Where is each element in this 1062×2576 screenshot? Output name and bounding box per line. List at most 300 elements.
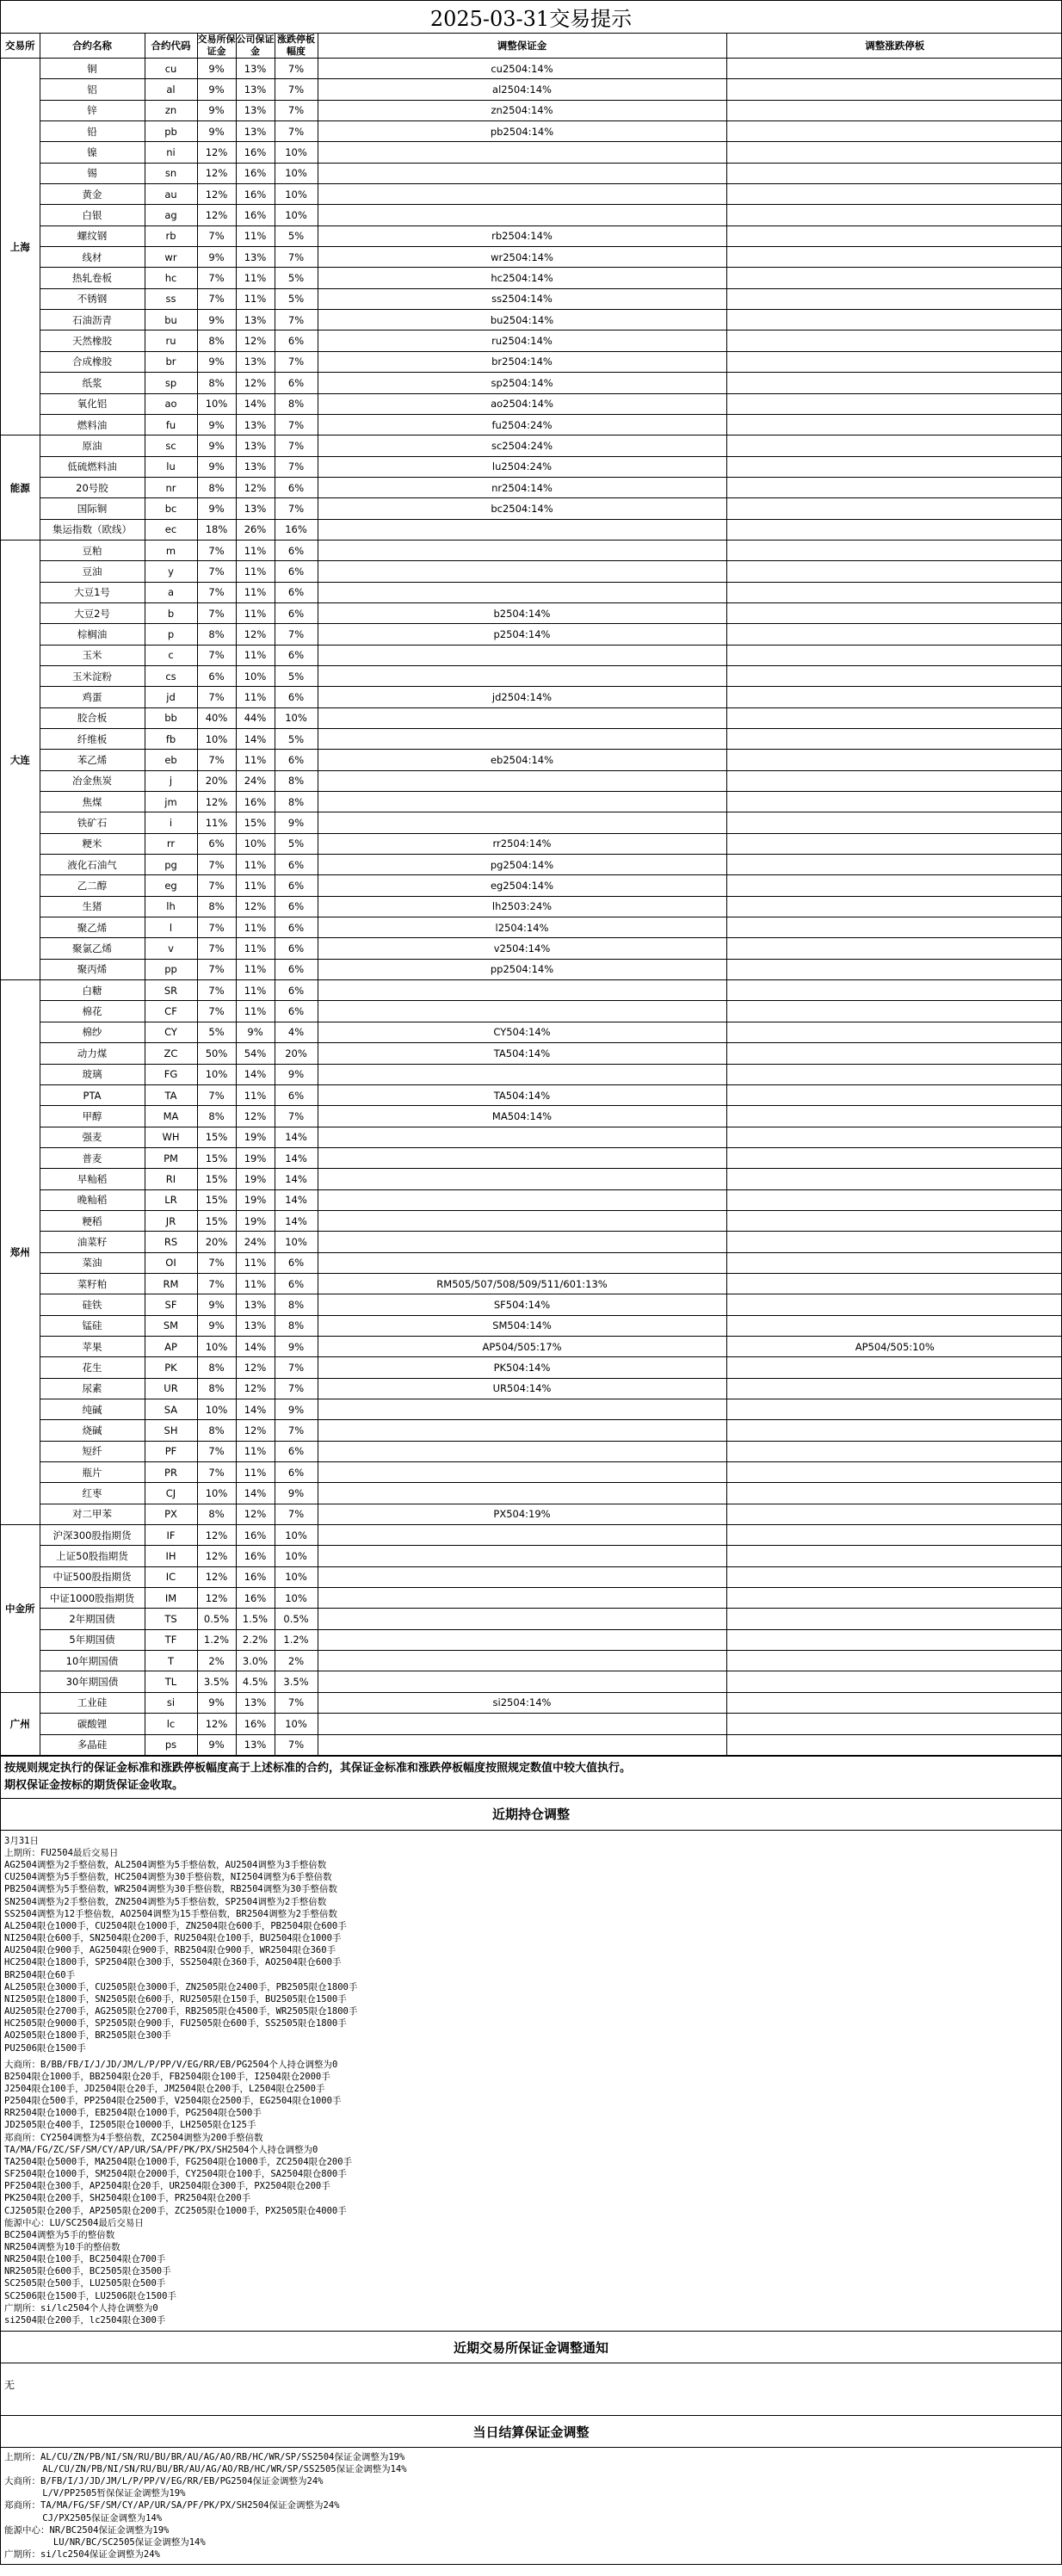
contract-name-cell: 短纤 xyxy=(40,1441,145,1461)
exchange-margin-cell: 12% xyxy=(197,1566,236,1587)
adjust-limit-cell xyxy=(726,1734,1062,1755)
table-row xyxy=(1,1609,1062,1629)
exchange-margin-cell: 2% xyxy=(197,1651,236,1671)
table-row xyxy=(1,959,1062,979)
table-header-row xyxy=(1,34,1062,59)
contract-code-cell: PK xyxy=(145,1357,197,1378)
limit-cell: 7% xyxy=(275,1357,318,1378)
contract-name-cell: 不锈钢 xyxy=(40,288,145,309)
limit-cell: 1.2% xyxy=(275,1629,318,1650)
contract-name-cell: 锡 xyxy=(40,163,145,183)
table-row xyxy=(1,833,1062,854)
company-margin-cell: 11% xyxy=(236,959,275,979)
company-margin-cell: 14% xyxy=(236,1483,275,1504)
table-row xyxy=(1,687,1062,707)
table-row xyxy=(1,1546,1062,1566)
adjust-limit-cell xyxy=(726,1651,1062,1671)
company-margin-cell: 54% xyxy=(236,1043,275,1064)
company-margin-cell: 14% xyxy=(236,393,275,414)
table-row xyxy=(1,582,1062,602)
contract-name-cell: 冶金焦炭 xyxy=(40,770,145,791)
adjust-limit-cell xyxy=(726,1315,1062,1336)
table-row xyxy=(1,330,1062,351)
contract-name-cell: 早籼稻 xyxy=(40,1169,145,1189)
adjust-margin-cell xyxy=(318,792,726,812)
limit-cell: 5% xyxy=(275,268,318,288)
contract-name-cell: 大豆2号 xyxy=(40,602,145,623)
limit-cell: 5% xyxy=(275,665,318,686)
limit-cell: 4% xyxy=(275,1022,318,1042)
adjust-limit-cell xyxy=(726,1525,1062,1546)
limit-cell: 7% xyxy=(275,1504,318,1524)
contract-code-cell: si xyxy=(145,1692,197,1713)
exchange-cell: 中金所 xyxy=(1,1525,40,1693)
table-row xyxy=(1,665,1062,686)
exchange-margin-cell: 7% xyxy=(197,1084,236,1105)
company-margin-cell: 12% xyxy=(236,1504,275,1524)
limit-cell: 6% xyxy=(275,561,318,582)
table-row xyxy=(1,1232,1062,1252)
table-row xyxy=(1,59,1062,79)
exchange-margin-cell: 10% xyxy=(197,393,236,414)
contract-name-cell: 乙二醇 xyxy=(40,875,145,896)
company-margin-cell: 11% xyxy=(236,582,275,602)
header-adjust-margin: 调整保证金 xyxy=(318,34,726,59)
adjust-margin-cell xyxy=(318,163,726,183)
table-row xyxy=(1,729,1062,750)
company-margin-cell: 11% xyxy=(236,1462,275,1483)
adjust-limit-cell xyxy=(726,1588,1062,1609)
exchange-margin-cell: 9% xyxy=(197,59,236,79)
contract-code-cell: IH xyxy=(145,1546,197,1566)
table-row xyxy=(1,1671,1062,1692)
contract-code-cell: TA xyxy=(145,1084,197,1105)
exchange-margin-cell: 8% xyxy=(197,1357,236,1378)
limit-cell: 6% xyxy=(275,330,318,351)
exchange-margin-cell: 12% xyxy=(197,163,236,183)
adjust-margin-cell: CY504:14% xyxy=(318,1022,726,1042)
contract-code-cell: IM xyxy=(145,1588,197,1609)
adjust-margin-cell xyxy=(318,1210,726,1231)
limit-cell: 0.5% xyxy=(275,1609,318,1629)
contract-name-cell: 5年期国债 xyxy=(40,1629,145,1650)
limit-cell: 10% xyxy=(275,184,318,205)
adjust-margin-cell: jd2504:14% xyxy=(318,687,726,707)
adjust-limit-cell xyxy=(726,1294,1062,1315)
adjust-margin-cell: lh2503:24% xyxy=(318,896,726,917)
adjust-limit-cell xyxy=(726,980,1062,1001)
exchange-margin-cell: 8% xyxy=(197,373,236,393)
company-margin-cell: 13% xyxy=(236,79,275,100)
contract-code-cell: al xyxy=(145,79,197,100)
exchange-margin-cell: 7% xyxy=(197,980,236,1001)
exchange-margin-cell: 9% xyxy=(197,351,236,372)
adjust-limit-cell xyxy=(726,142,1062,163)
adjust-margin-cell xyxy=(318,1441,726,1461)
exchange-margin-cell: 8% xyxy=(197,1378,236,1399)
adjust-margin-cell xyxy=(318,519,726,540)
limit-cell: 7% xyxy=(275,1106,318,1127)
exchange-margin-cell: 12% xyxy=(197,1714,236,1734)
contract-name-cell: 焦煤 xyxy=(40,792,145,812)
contract-name-cell: 玻璃 xyxy=(40,1064,145,1084)
contract-name-cell: 10年期国债 xyxy=(40,1651,145,1671)
contract-code-cell: fu xyxy=(145,414,197,435)
table-row xyxy=(1,268,1062,288)
contract-code-cell: CF xyxy=(145,1001,197,1022)
adjust-margin-cell xyxy=(318,707,726,728)
contract-code-cell: pg xyxy=(145,855,197,875)
adjust-limit-cell xyxy=(726,1692,1062,1713)
adjust-margin-cell: ru2504:14% xyxy=(318,330,726,351)
company-margin-cell: 13% xyxy=(236,498,275,519)
exchange-margin-cell: 0.5% xyxy=(197,1609,236,1629)
company-margin-cell: 13% xyxy=(236,59,275,79)
exchange-margin-cell: 5% xyxy=(197,1022,236,1042)
table-body xyxy=(1,59,1062,1756)
settle-adjust-text: 上期所：AL/CU/ZN/PB/NI/SN/RU/BU/BR/AU/AG/AO/RB/HC/WR/SP/SS2504保证金调整为19% AL/CU/ZN/PB/NI/SN/RU/BU/BR/AU/AG/AO/RB/HC/WR/SP/SS2505保证金调整为14% 大商所：B/FB/I/J/JD/JM/L/P/PP/V/EG/RR/EB/PG2504保证金调整为24% L/V/PP2505暂保保证金调整为19% 郑商所：TA/MA/FG/SF/SM/CY/AP/UR/SA/PF/PK/PX/SH2504保证金调整为24% CJ/PX2505保证金调整为14% 能源中心：NR/BC2504保证金调整为19% LU/NR/BC/SC2505保证金调整为14% 广期所：si/lc2504保证金调整为24% xyxy=(4,2452,407,2560)
contract-name-cell: 白糖 xyxy=(40,980,145,1001)
adjust-margin-cell: eg2504:14% xyxy=(318,875,726,896)
limit-cell: 7% xyxy=(275,79,318,100)
limit-cell: 3.5% xyxy=(275,1671,318,1692)
table-row xyxy=(1,79,1062,100)
adjust-margin-cell xyxy=(318,665,726,686)
table-row xyxy=(1,163,1062,183)
adjust-limit-cell xyxy=(726,561,1062,582)
table-row xyxy=(1,1399,1062,1420)
exchange-cell: 能源 xyxy=(1,436,40,541)
adjust-margin-cell xyxy=(318,582,726,602)
table-row xyxy=(1,351,1062,372)
adjust-margin-cell xyxy=(318,205,726,225)
adjust-limit-cell xyxy=(726,1483,1062,1504)
header-name: 合约名称 xyxy=(40,34,145,59)
company-margin-cell: 12% xyxy=(236,1357,275,1378)
company-margin-cell: 13% xyxy=(236,414,275,435)
rule-note-line: 期权保证金按标的期货保证金收取。 xyxy=(4,1778,184,1792)
company-margin-cell: 13% xyxy=(236,100,275,120)
exchange-margin-cell: 9% xyxy=(197,121,236,142)
exchange-margin-cell: 50% xyxy=(197,1043,236,1064)
table-row xyxy=(1,100,1062,120)
exchange-margin-cell: 9% xyxy=(197,456,236,477)
limit-cell: 8% xyxy=(275,393,318,414)
contract-code-cell: RM xyxy=(145,1273,197,1294)
limit-cell: 6% xyxy=(275,687,318,707)
rule-note xyxy=(1,1756,1061,1798)
contract-name-cell: 集运指数（欧线） xyxy=(40,519,145,540)
exchange-margin-cell: 40% xyxy=(197,707,236,728)
table-row xyxy=(1,393,1062,414)
adjust-limit-cell xyxy=(726,1609,1062,1629)
contract-code-cell: nr xyxy=(145,477,197,497)
contract-code-cell: PF xyxy=(145,1441,197,1461)
company-margin-cell: 16% xyxy=(236,1588,275,1609)
contract-name-cell: 豆粕 xyxy=(40,540,145,560)
contract-name-cell: 棉纱 xyxy=(40,1022,145,1042)
limit-cell: 8% xyxy=(275,1315,318,1336)
contract-name-cell: 玉米 xyxy=(40,645,145,665)
table-row xyxy=(1,792,1062,812)
company-margin-cell: 14% xyxy=(236,1336,275,1356)
contract-code-cell: cu xyxy=(145,59,197,79)
header-company-margin: 公司保证金 xyxy=(236,34,275,57)
adjust-limit-cell xyxy=(726,1022,1062,1042)
contract-code-cell: bb xyxy=(145,707,197,728)
adjust-margin-cell: RM505/507/508/509/511/601:13% xyxy=(318,1273,726,1294)
table-row xyxy=(1,310,1062,330)
exchange-margin-cell: 12% xyxy=(197,1588,236,1609)
adjust-margin-cell xyxy=(318,142,726,163)
contract-code-cell: c xyxy=(145,645,197,665)
exchange-margin-cell: 20% xyxy=(197,770,236,791)
adjust-margin-cell xyxy=(318,1609,726,1629)
limit-cell: 6% xyxy=(275,1084,318,1105)
limit-cell: 7% xyxy=(275,351,318,372)
adjust-limit-cell xyxy=(726,645,1062,665)
adjust-limit-cell xyxy=(726,310,1062,330)
adjust-margin-cell: sp2504:14% xyxy=(318,373,726,393)
adjust-limit-cell xyxy=(726,602,1062,623)
table-row xyxy=(1,812,1062,833)
contract-name-cell: 中证1000股指期货 xyxy=(40,1588,145,1609)
company-margin-cell: 14% xyxy=(236,1399,275,1420)
adjust-limit-cell xyxy=(726,624,1062,645)
limit-cell: 7% xyxy=(275,247,318,268)
adjust-limit-cell xyxy=(726,393,1062,414)
contract-code-cell: jm xyxy=(145,792,197,812)
adjust-limit-cell xyxy=(726,917,1062,938)
exchange-margin-cell: 15% xyxy=(197,1127,236,1147)
limit-cell: 8% xyxy=(275,770,318,791)
adjust-limit-cell xyxy=(726,855,1062,875)
limit-cell: 14% xyxy=(275,1127,318,1147)
limit-cell: 2% xyxy=(275,1651,318,1671)
table-row xyxy=(1,288,1062,309)
contract-name-cell: 中证500股指期货 xyxy=(40,1566,145,1587)
exchange-margin-cell: 3.5% xyxy=(197,1671,236,1692)
adjust-margin-cell xyxy=(318,1566,726,1587)
table-row xyxy=(1,1629,1062,1650)
limit-cell: 7% xyxy=(275,1378,318,1399)
contract-code-cell: AP xyxy=(145,1336,197,1356)
contract-name-cell: PTA xyxy=(40,1084,145,1105)
exchange-margin-cell: 7% xyxy=(197,750,236,770)
adjust-margin-cell xyxy=(318,770,726,791)
table-row xyxy=(1,184,1062,205)
adjust-margin-cell: p2504:14% xyxy=(318,624,726,645)
company-margin-cell: 13% xyxy=(236,436,275,456)
adjust-limit-cell xyxy=(726,896,1062,917)
adjust-limit-cell xyxy=(726,1169,1062,1189)
limit-cell: 6% xyxy=(275,980,318,1001)
adjust-margin-cell: bc2504:14% xyxy=(318,498,726,519)
contract-name-cell: 铅 xyxy=(40,121,145,142)
adjust-margin-cell: PX504:19% xyxy=(318,1504,726,1524)
adjust-limit-cell xyxy=(726,79,1062,100)
table-row xyxy=(1,498,1062,519)
contract-name-cell: 菜油 xyxy=(40,1252,145,1273)
limit-cell: 10% xyxy=(275,142,318,163)
company-margin-cell: 16% xyxy=(236,792,275,812)
contract-code-cell: j xyxy=(145,770,197,791)
contract-name-cell: 铁矿石 xyxy=(40,812,145,833)
limit-cell: 10% xyxy=(275,707,318,728)
adjust-margin-cell xyxy=(318,1671,726,1692)
adjust-limit-cell xyxy=(726,414,1062,435)
company-margin-cell: 9% xyxy=(236,1022,275,1042)
table-row xyxy=(1,707,1062,728)
company-margin-cell: 4.5% xyxy=(236,1671,275,1692)
adjust-margin-cell xyxy=(318,1189,726,1210)
adjust-limit-cell xyxy=(726,1378,1062,1399)
table-row xyxy=(1,247,1062,268)
table-row xyxy=(1,1692,1062,1713)
adjust-limit-cell xyxy=(726,1357,1062,1378)
adjust-limit-cell xyxy=(726,792,1062,812)
contract-code-cell: IF xyxy=(145,1525,197,1546)
adjust-margin-cell xyxy=(318,1127,726,1147)
exchange-margin-cell: 15% xyxy=(197,1210,236,1231)
exchange-margin-cell: 9% xyxy=(197,100,236,120)
table-row xyxy=(1,121,1062,142)
table-row xyxy=(1,456,1062,477)
company-margin-cell: 11% xyxy=(236,645,275,665)
adjust-margin-cell: rr2504:14% xyxy=(318,833,726,854)
contract-code-cell: TF xyxy=(145,1629,197,1650)
adjust-margin-cell: ss2504:14% xyxy=(318,288,726,309)
adjust-limit-cell xyxy=(726,59,1062,79)
company-margin-cell: 11% xyxy=(236,561,275,582)
contract-code-cell: PM xyxy=(145,1147,197,1168)
company-margin-cell: 16% xyxy=(236,163,275,183)
page-title: 2025-03-31交易提示 xyxy=(1,1,1061,34)
exchange-cell: 广州 xyxy=(1,1692,40,1755)
adjust-limit-cell xyxy=(726,1671,1062,1692)
contract-code-cell: hc xyxy=(145,268,197,288)
adjust-margin-cell xyxy=(318,1588,726,1609)
company-margin-cell: 16% xyxy=(236,1546,275,1566)
adjust-margin-cell xyxy=(318,1734,726,1755)
contract-name-cell: 沪深300股指期货 xyxy=(40,1525,145,1546)
header-code: 合约代码 xyxy=(145,34,197,59)
exchange-margin-cell: 7% xyxy=(197,645,236,665)
company-margin-cell: 11% xyxy=(236,288,275,309)
table-row xyxy=(1,1064,1062,1084)
adjust-limit-cell xyxy=(726,436,1062,456)
limit-cell: 7% xyxy=(275,310,318,330)
limit-cell: 14% xyxy=(275,1169,318,1189)
adjust-limit-cell xyxy=(726,1566,1062,1587)
adjust-limit-cell xyxy=(726,687,1062,707)
table-row xyxy=(1,1588,1062,1609)
adjust-margin-cell xyxy=(318,1651,726,1671)
limit-cell: 5% xyxy=(275,288,318,309)
limit-cell: 10% xyxy=(275,1588,318,1609)
limit-cell: 6% xyxy=(275,1462,318,1483)
limit-cell: 14% xyxy=(275,1210,318,1231)
exchange-margin-cell: 7% xyxy=(197,1252,236,1273)
header-exchange: 交易所 xyxy=(1,34,40,59)
contract-name-cell: 胶合板 xyxy=(40,707,145,728)
company-margin-cell: 16% xyxy=(236,184,275,205)
limit-cell: 7% xyxy=(275,59,318,79)
limit-cell: 10% xyxy=(275,1546,318,1566)
company-margin-cell: 19% xyxy=(236,1147,275,1168)
contract-code-cell: au xyxy=(145,184,197,205)
limit-cell: 9% xyxy=(275,1483,318,1504)
adjust-margin-cell: AP504/505:17% xyxy=(318,1336,726,1356)
limit-cell: 10% xyxy=(275,163,318,183)
company-margin-cell: 11% xyxy=(236,980,275,1001)
company-margin-cell: 13% xyxy=(236,121,275,142)
contract-name-cell: 螺纹钢 xyxy=(40,225,145,246)
table-row xyxy=(1,1189,1062,1210)
exchange-cell: 大连 xyxy=(1,540,40,979)
company-margin-cell: 19% xyxy=(236,1169,275,1189)
contract-code-cell: sn xyxy=(145,163,197,183)
company-margin-cell: 24% xyxy=(236,1232,275,1252)
exchange-margin-cell: 9% xyxy=(197,1692,236,1713)
table-row xyxy=(1,1378,1062,1399)
limit-cell: 6% xyxy=(275,1441,318,1461)
company-margin-cell: 13% xyxy=(236,351,275,372)
company-margin-cell: 11% xyxy=(236,855,275,875)
exchange-margin-cell: 12% xyxy=(197,1525,236,1546)
contract-code-cell: TL xyxy=(145,1671,197,1692)
contract-name-cell: 动力煤 xyxy=(40,1043,145,1064)
adjust-margin-cell: pg2504:14% xyxy=(318,855,726,875)
contract-code-cell: lh xyxy=(145,896,197,917)
contract-code-cell: SA xyxy=(145,1399,197,1420)
contract-code-cell: LR xyxy=(145,1189,197,1210)
adjust-limit-cell xyxy=(726,1106,1062,1127)
contract-name-cell: 国际铜 xyxy=(40,498,145,519)
company-margin-cell: 13% xyxy=(236,1315,275,1336)
adjust-limit-cell xyxy=(726,833,1062,854)
contract-name-cell: 尿素 xyxy=(40,1378,145,1399)
exchange-margin-cell: 15% xyxy=(197,1189,236,1210)
contract-code-cell: SF xyxy=(145,1294,197,1315)
adjust-limit-cell xyxy=(726,582,1062,602)
adjust-limit-cell xyxy=(726,163,1062,183)
company-margin-cell: 13% xyxy=(236,1734,275,1755)
company-margin-cell: 11% xyxy=(236,750,275,770)
contract-name-cell: 燃料油 xyxy=(40,414,145,435)
exchange-margin-cell: 7% xyxy=(197,1273,236,1294)
company-margin-cell: 44% xyxy=(236,707,275,728)
limit-cell: 6% xyxy=(275,645,318,665)
limit-cell: 16% xyxy=(275,519,318,540)
table-row xyxy=(1,938,1062,959)
contract-name-cell: 苯乙烯 xyxy=(40,750,145,770)
exchange-margin-cell: 9% xyxy=(197,310,236,330)
company-margin-cell: 16% xyxy=(236,1714,275,1734)
exchange-margin-cell: 9% xyxy=(197,498,236,519)
adjust-margin-cell xyxy=(318,1629,726,1650)
adjust-margin-cell: UR504:14% xyxy=(318,1378,726,1399)
exchange-margin-cell: 11% xyxy=(197,812,236,833)
adjust-margin-cell: ao2504:14% xyxy=(318,393,726,414)
adjust-limit-cell xyxy=(726,1127,1062,1147)
contract-name-cell: 棉花 xyxy=(40,1001,145,1022)
limit-cell: 5% xyxy=(275,833,318,854)
limit-cell: 6% xyxy=(275,959,318,979)
company-margin-cell: 11% xyxy=(236,602,275,623)
adjust-limit-cell xyxy=(726,1420,1062,1441)
contract-name-cell: 聚氯乙烯 xyxy=(40,938,145,959)
